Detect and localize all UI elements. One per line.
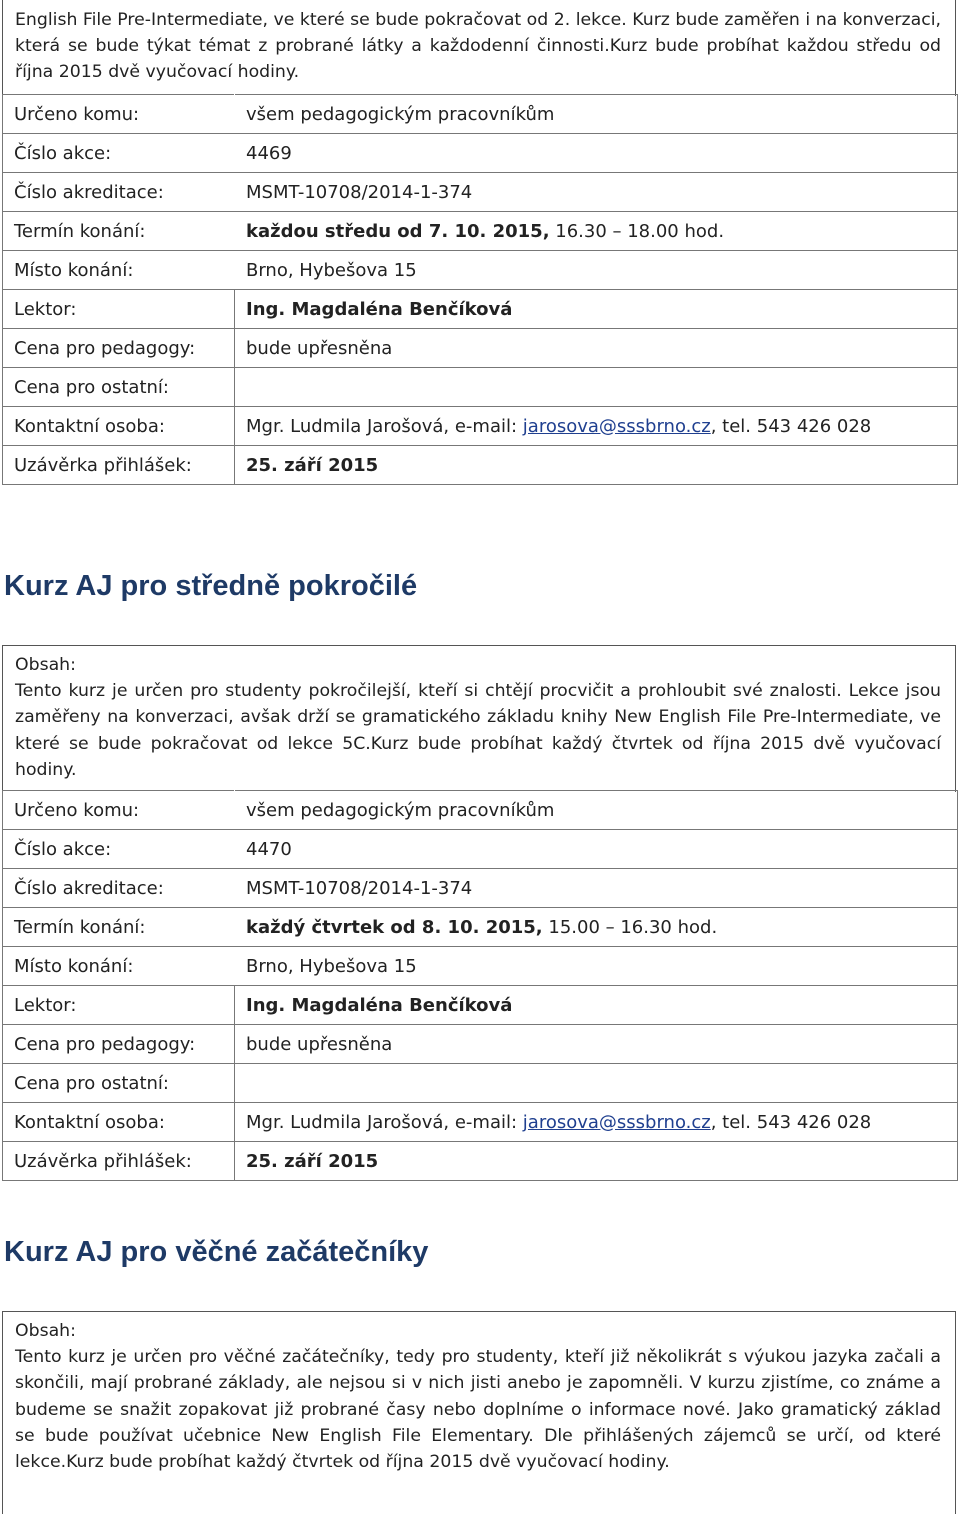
row-action-number bbox=[3, 134, 958, 173]
row-action-number bbox=[3, 830, 958, 869]
term-value-bold: každý čtvrtek od 8. 10. 2015, bbox=[246, 916, 543, 938]
accreditation-label: Číslo akreditace: bbox=[3, 173, 235, 212]
course-2-description-box bbox=[2, 645, 956, 792]
row-lecturer bbox=[3, 290, 958, 329]
term-value bbox=[235, 212, 958, 251]
place-value: Brno, Hybešova 15 bbox=[235, 251, 958, 290]
accreditation-value: MSMT-10708/2014-1-374 bbox=[235, 869, 958, 908]
row-price-pedagogues bbox=[3, 329, 958, 368]
row-price-pedagogues bbox=[3, 1025, 958, 1064]
contact-person: Mgr. Ludmila Jarošová, e-mail: bbox=[246, 1111, 523, 1133]
lecturer-name: Magdaléna Benčíková bbox=[285, 994, 513, 1016]
contact-label: Kontaktní osoba: bbox=[3, 407, 235, 446]
row-term bbox=[3, 212, 958, 251]
course-1-info-table bbox=[2, 94, 958, 485]
price-pedagogues-value: bude upřesněna bbox=[235, 1025, 958, 1064]
deadline-value: 25. září 2015 bbox=[235, 1142, 958, 1181]
course-2-title: Kurz AJ pro středně pokročilé bbox=[4, 570, 418, 602]
row-target bbox=[3, 95, 958, 134]
contact-label: Kontaktní osoba: bbox=[3, 1103, 235, 1142]
row-accreditation bbox=[3, 869, 958, 908]
course-1-description-box bbox=[2, 0, 956, 96]
accreditation-value: MSMT-10708/2014-1-374 bbox=[235, 173, 958, 212]
lecturer-label: Lektor: bbox=[3, 290, 235, 329]
contact-value bbox=[235, 1103, 958, 1142]
row-lecturer bbox=[3, 986, 958, 1025]
contact-email-link[interactable]: jarosova@sssbrno.cz bbox=[522, 1111, 711, 1133]
place-value: Brno, Hybešova 15 bbox=[235, 947, 958, 986]
target-value: všem pedagogickým pracovníkům bbox=[235, 95, 958, 134]
place-label: Místo konání: bbox=[3, 947, 235, 986]
row-deadline bbox=[3, 1142, 958, 1181]
lecturer-title: Ing. bbox=[246, 298, 286, 320]
course-3-content-label: Obsah: bbox=[15, 1321, 76, 1341]
term-value-time: 15.00 – 16.30 hod. bbox=[542, 916, 718, 938]
price-others-value bbox=[235, 1064, 958, 1103]
price-pedagogues-label: Cena pro pedagogy: bbox=[3, 329, 235, 368]
lecturer-title: Ing. bbox=[246, 994, 286, 1016]
lecturer-value bbox=[235, 986, 958, 1025]
course-2-info-table bbox=[2, 790, 958, 1181]
course-3-title: Kurz AJ pro věčné začátečníky bbox=[4, 1236, 429, 1268]
deadline-label: Uzávěrka přihlášek: bbox=[3, 1142, 235, 1181]
price-pedagogues-label: Cena pro pedagogy: bbox=[3, 1025, 235, 1064]
target-label: Určeno komu: bbox=[3, 791, 235, 830]
contact-email-link[interactable]: jarosova@sssbrno.cz bbox=[522, 415, 711, 437]
course-3-description: Tento kurz je určen pro věčné začátečníky, tedy pro studenty, kteří již několikrát s výukou jazyka začali a skončili, mají probrané základy, ale nejsou si v nich jisti anebo je zapomněli. V kurzu zjistíme, co známe a budeme se snažit zopakovat již probrané časy nebo doplníme o informace nové. Jako gramatický základ se bude používat učebnice New English File Elementary. Dle přihlášených zájemců se určí, od které lekce.Kurz bude probíhat každý čtvrtek od října 2015 dvě vyučovací hodiny. bbox=[15, 1347, 941, 1473]
row-contact bbox=[3, 1103, 958, 1142]
row-price-others bbox=[3, 368, 958, 407]
price-others-label: Cena pro ostatní: bbox=[3, 368, 235, 407]
action-number-label: Číslo akce: bbox=[3, 134, 235, 173]
course-2-description: Tento kurz je určen pro studenty pokročilejší, kteří si chtějí procvičit a prohloubit své znalosti. Lekce jsou zaměřeny na konverzaci, avšak drží se gramatického základu knihy New English File Pre-Intermediate, ve které se bude pokračovat od lekce 5C.Kurz bude probíhat každý čtvrtek od října 2015 dvě vyučovací hodiny. bbox=[15, 681, 941, 780]
term-value-time: 16.30 – 18.00 hod. bbox=[549, 220, 725, 242]
contact-value bbox=[235, 407, 958, 446]
contact-phone: , tel. 543 426 028 bbox=[710, 1111, 872, 1133]
row-place bbox=[3, 251, 958, 290]
row-deadline bbox=[3, 446, 958, 485]
deadline-value: 25. září 2015 bbox=[235, 446, 958, 485]
price-others-label: Cena pro ostatní: bbox=[3, 1064, 235, 1103]
term-label: Termín konání: bbox=[3, 908, 235, 947]
term-value-bold: každou středu od 7. 10. 2015, bbox=[246, 220, 550, 242]
lecturer-label: Lektor: bbox=[3, 986, 235, 1025]
course-1-description: English File Pre-Intermediate, ve které se bude pokračovat od 2. lekce. Kurz bude zaměřen i na konverzaci, která se bude týkat témat z probrané látky a každodenní činnosti.Kurz bude probíhat každou středu od října 2015 dvě vyučovací hodiny. bbox=[15, 10, 941, 83]
row-accreditation bbox=[3, 173, 958, 212]
term-label: Termín konání: bbox=[3, 212, 235, 251]
row-price-others bbox=[3, 1064, 958, 1103]
row-target bbox=[3, 791, 958, 830]
action-number-label: Číslo akce: bbox=[3, 830, 235, 869]
price-pedagogues-value: bude upřesněna bbox=[235, 329, 958, 368]
action-number-value: 4469 bbox=[235, 134, 958, 173]
place-label: Místo konání: bbox=[3, 251, 235, 290]
lecturer-name: Magdaléna Benčíková bbox=[285, 298, 513, 320]
accreditation-label: Číslo akreditace: bbox=[3, 869, 235, 908]
row-term bbox=[3, 908, 958, 947]
price-others-value bbox=[235, 368, 958, 407]
deadline-label: Uzávěrka přihlášek: bbox=[3, 446, 235, 485]
lecturer-value bbox=[235, 290, 958, 329]
target-label: Určeno komu: bbox=[3, 95, 235, 134]
target-value: všem pedagogickým pracovníkům bbox=[235, 791, 958, 830]
row-contact bbox=[3, 407, 958, 446]
row-place bbox=[3, 947, 958, 986]
course-2-content-label: Obsah: bbox=[15, 655, 76, 675]
term-value bbox=[235, 908, 958, 947]
contact-phone: , tel. 543 426 028 bbox=[710, 415, 872, 437]
course-3-description-box bbox=[2, 1311, 956, 1514]
action-number-value: 4470 bbox=[235, 830, 958, 869]
contact-person: Mgr. Ludmila Jarošová, e-mail: bbox=[246, 415, 523, 437]
